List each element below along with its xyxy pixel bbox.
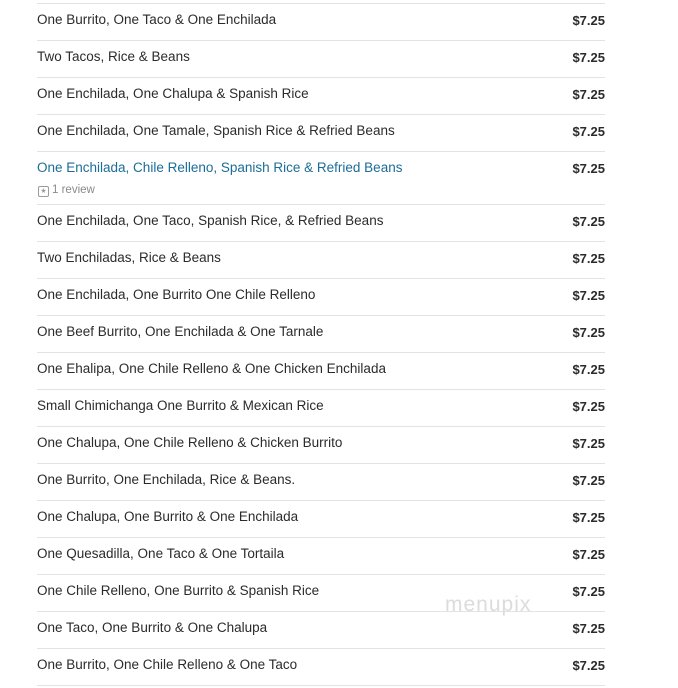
menu-item-name: One Enchilada, One Chalupa & Spanish Rice [37,86,309,101]
menu-item-price: $7.25 [572,436,605,451]
menu-item-name: One Beef Burrito, One Enchilada & One Tarnale [37,324,324,339]
menu-item-name: One Enchilada, One Taco, Spanish Rice, & Refried Beans [37,213,384,228]
menu-item-name: Two Enchiladas, Rice & Beans [37,250,221,265]
review-star-icon: ★ [38,186,49,197]
menu-item-price: $7.25 [572,50,605,65]
menu-item-name: One Burrito, One Taco & One Enchilada [37,12,277,27]
menu-item-highlighted[interactable] [37,152,605,205]
menu-list [37,0,605,686]
menu-item-price: $7.25 [572,547,605,562]
menupix-watermark: menupix [445,593,532,616]
menu-item-name: One Enchilada, One Burrito One Chile Relleno [37,287,316,302]
menu-item-name: One Taco, One Burrito & One Chalupa [37,620,268,635]
menu-item [37,115,605,152]
menu-item [37,4,605,41]
menu-item [37,390,605,427]
menu-item-name: One Ehalipa, One Chile Relleno & One Chicken Enchilada [37,361,386,376]
menu-item [37,612,605,649]
menu-item-name: One Chile Relleno, One Burrito & Spanish Rice [37,583,320,598]
menu-item-price: $7.25 [572,13,605,28]
menu-item-price: $7.25 [572,658,605,673]
menu-item-price: $7.25 [572,288,605,303]
menu-item-name: One Enchilada, One Tamale, Spanish Rice & Refried Beans [37,123,395,138]
menu-item-link[interactable]: One Enchilada, Chile Relleno, Spanish Rice & Refried Beans [37,160,403,175]
menu-item-name: Small Chimichanga One Burrito & Mexican Rice [37,398,324,413]
menu-item-name: One Burrito, One Enchilada, Rice & Beans. [37,472,296,487]
review-count-label[interactable]: 1 review [52,184,95,196]
menu-item [37,353,605,390]
menu-item-price: $7.25 [572,161,605,176]
menu-item-price: $7.25 [572,87,605,102]
menu-item-price: $7.25 [572,124,605,139]
menu-item-price: $7.25 [572,621,605,636]
menu-item-price: $7.25 [572,399,605,414]
menu-item-price: $7.25 [572,251,605,266]
menu-item-price: $7.25 [572,325,605,340]
menu-item-name: One Chalupa, One Burrito & One Enchilada [37,509,299,524]
menu-item [37,649,605,686]
menu-item [37,427,605,464]
menu-item-name: One Quesadilla, One Taco & One Tortaila [37,546,285,561]
menu-item [37,41,605,78]
menu-item [37,464,605,501]
menu-item [37,205,605,242]
menu-item [37,242,605,279]
menu-item [37,501,605,538]
menu-item-price: $7.25 [572,510,605,525]
menu-item-name: One Burrito, One Chile Relleno & One Taco [37,657,298,672]
menu-item [37,78,605,115]
menu-item-price: $7.25 [572,362,605,377]
review-count[interactable] [38,184,95,197]
menu-item [37,279,605,316]
menu-item-price: $7.25 [572,214,605,229]
menu-item-name: Two Tacos, Rice & Beans [37,49,190,64]
menu-item-name: One Chalupa, One Chile Relleno & Chicken Burrito [37,435,343,450]
menu-item [37,538,605,575]
menu-item-price: $7.25 [572,584,605,599]
menu-item-price: $7.25 [572,473,605,488]
menu-item [37,316,605,353]
